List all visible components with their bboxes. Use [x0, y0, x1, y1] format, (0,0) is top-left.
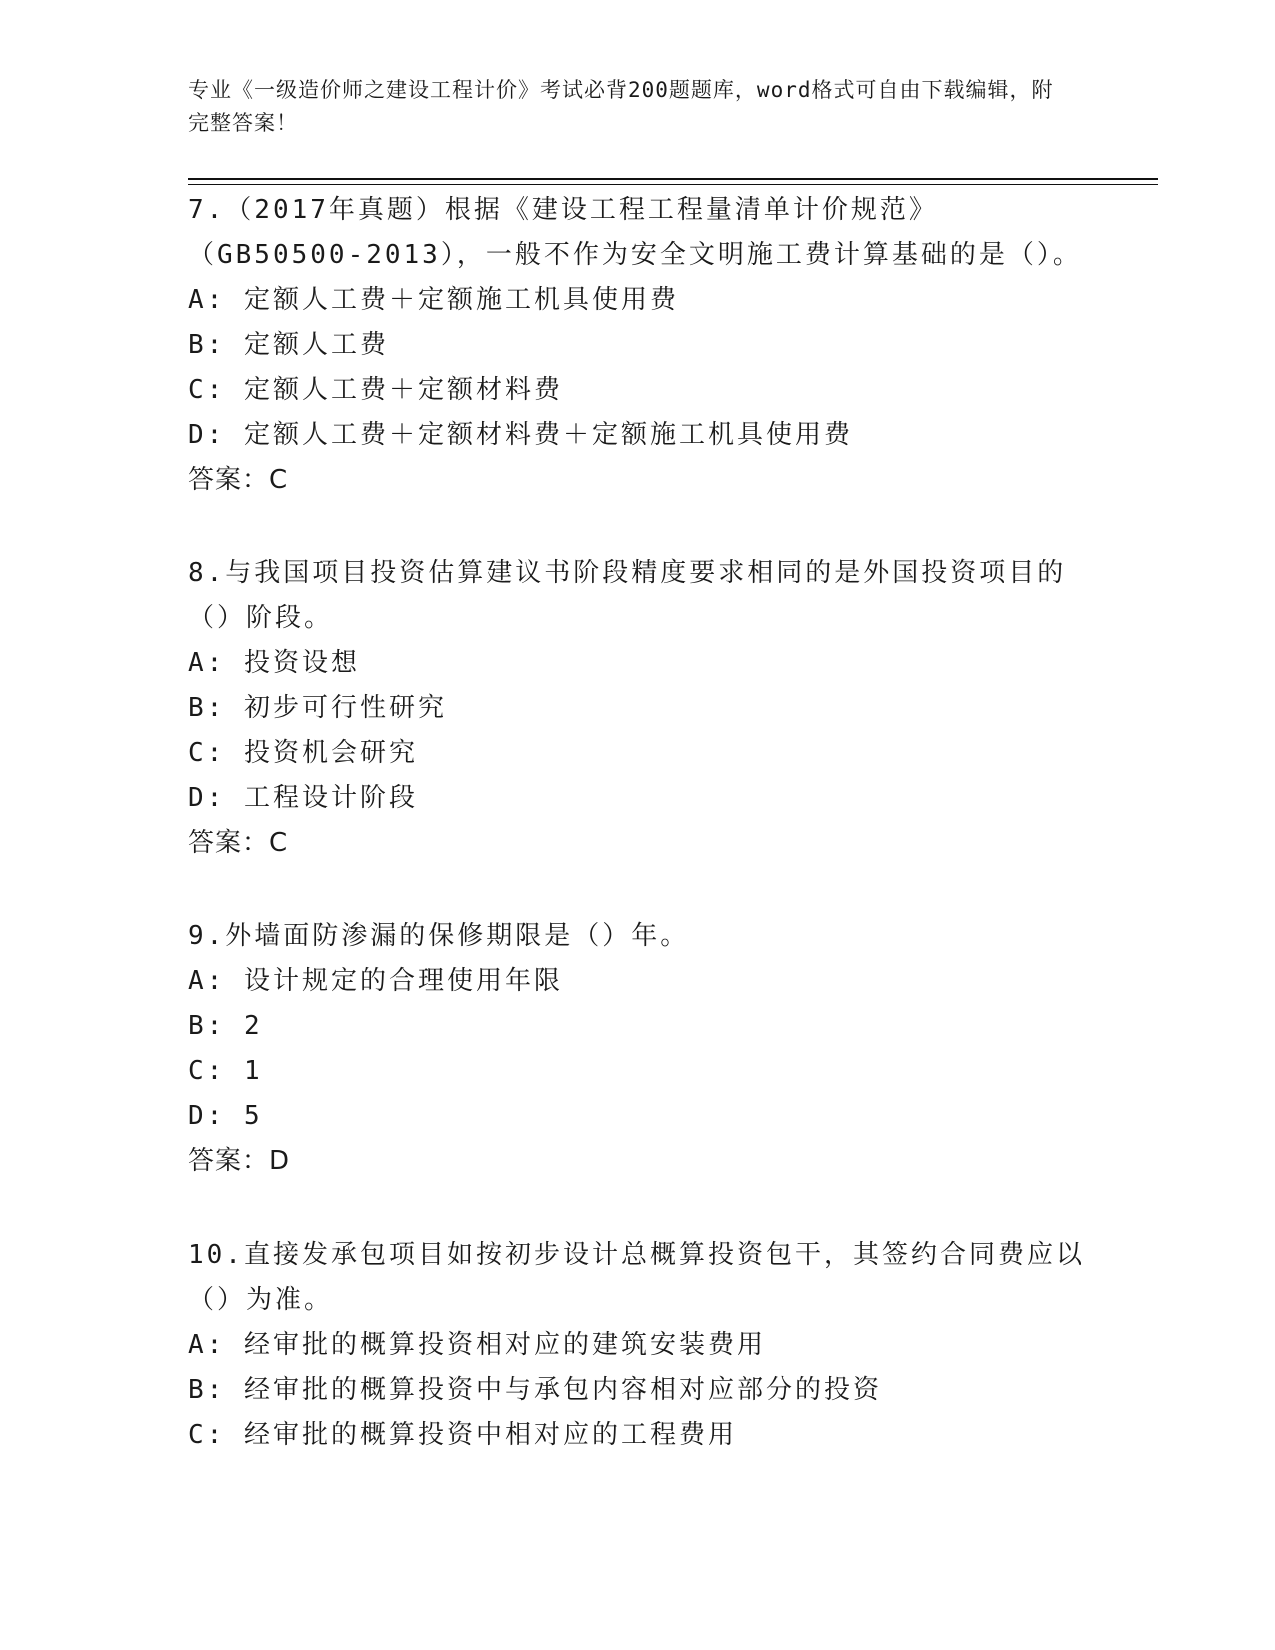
option-b: B: 经审批的概算投资中与承包内容相对应部分的投资	[188, 1375, 882, 1405]
document-header: 专业《一级造价师之建设工程计价》考试必背200题题库，word格式可自由下载编辑，附完整答案！	[188, 78, 1054, 135]
question-stem: 8.与我国项目投资估算建议书阶段精度要求相同的是外国投资项目的（）阶段。	[188, 558, 1067, 633]
option-c: C: 投资机会研究	[188, 738, 418, 768]
option-c: C: 定额人工费＋定额材料费	[188, 375, 563, 405]
answer: 答案：D	[188, 1146, 291, 1176]
option-a: A: 设计规定的合理使用年限	[188, 966, 563, 996]
question-9	[188, 914, 1088, 1184]
option-d: D: 工程设计阶段	[188, 783, 418, 813]
option-a: A: 定额人工费＋定额施工机具使用费	[188, 285, 679, 315]
question-7	[188, 188, 1088, 503]
option-c: C: 经审批的概算投资中相对应的工程费用	[188, 1420, 737, 1450]
option-a: A: 经审批的概算投资相对应的建筑安装费用	[188, 1330, 766, 1360]
option-b: B: 2	[188, 1011, 263, 1041]
question-8	[188, 551, 1088, 866]
answer: 答案：C	[188, 465, 289, 495]
option-a: A: 投资设想	[188, 648, 360, 678]
option-c: C: 1	[188, 1056, 263, 1086]
answer: 答案：C	[188, 828, 289, 858]
question-stem: 9.外墙面防渗漏的保修期限是（）年。	[188, 921, 690, 951]
option-d: D: 定额人工费＋定额材料费＋定额施工机具使用费	[188, 420, 853, 450]
option-b: B: 定额人工费	[188, 330, 389, 360]
option-b: B: 初步可行性研究	[188, 693, 447, 723]
question-10	[188, 1233, 1088, 1458]
question-stem: 10.直接发承包项目如按初步设计总概算投资包干，其签约合同费应以（）为准。	[188, 1240, 1085, 1315]
header-divider-thick	[188, 178, 1158, 180]
option-d: D: 5	[188, 1101, 263, 1131]
header-divider-thin	[188, 184, 1158, 185]
question-stem: 7.（2017年真题）根据《建设工程工程量清单计价规范》（GB50500-2013），一般不作为安全文明施工费计算基础的是（）。	[188, 195, 1082, 270]
